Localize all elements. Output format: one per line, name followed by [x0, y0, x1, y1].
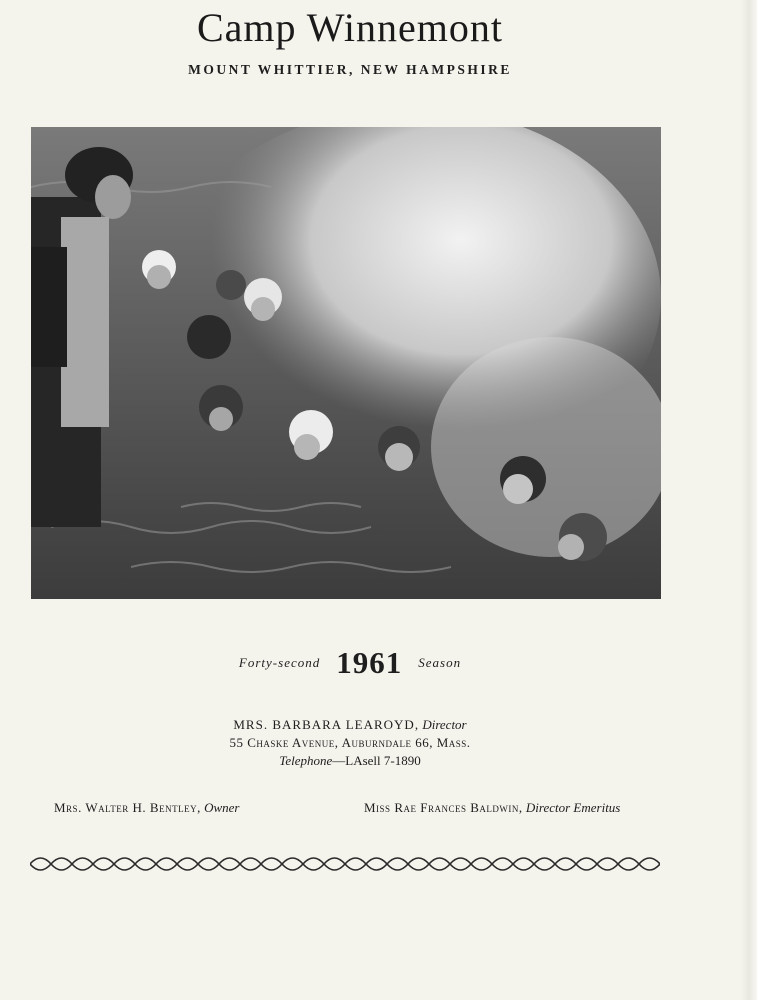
- season-ordinal: Forty-second: [238, 655, 321, 670]
- emeritus-line: [364, 800, 620, 816]
- season-year: 1961: [336, 645, 403, 680]
- emeritus-role: Director Emeritus: [525, 800, 621, 815]
- owner-line: [54, 800, 239, 816]
- swimming-photo: [31, 127, 661, 599]
- telephone-line: [0, 752, 700, 770]
- owner-name: Mrs. Walter H. Bentley,: [54, 800, 201, 815]
- emeritus-name: Miss Rae Frances Baldwin,: [364, 800, 523, 815]
- director-address: 55 Chaske Avenue, Auburndale 66, Mass.: [229, 735, 471, 750]
- director-line: [0, 716, 700, 734]
- director-block: [0, 716, 700, 770]
- season-line: [0, 645, 700, 681]
- director-name: MRS. BARBARA LEAROYD,: [233, 717, 420, 732]
- season-label: Season: [418, 655, 462, 670]
- camp-location: MOUNT WHITTIER, NEW HAMPSHIRE: [188, 62, 512, 77]
- director-role: Director: [422, 717, 467, 732]
- camp-title: Camp Winnemont: [196, 5, 504, 50]
- page-edge: [741, 0, 757, 1000]
- decorative-rule: [30, 856, 660, 872]
- telephone-label: Telephone: [279, 753, 333, 768]
- owner-role: Owner: [204, 800, 240, 815]
- telephone-value: —LAsell 7-1890: [332, 753, 421, 768]
